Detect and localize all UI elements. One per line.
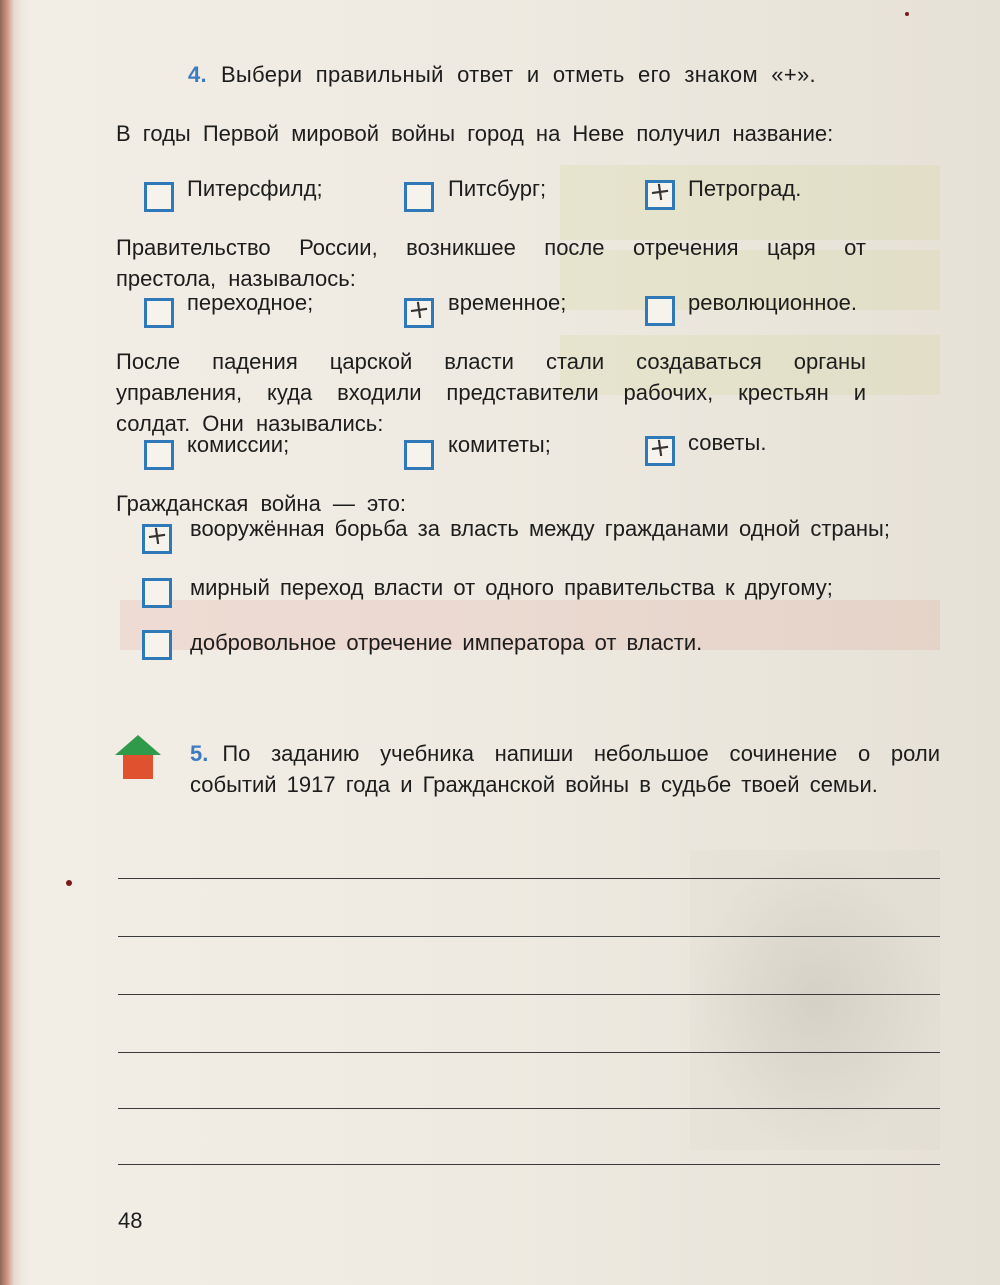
ink-speck xyxy=(905,12,909,16)
option-label: Петроград. xyxy=(688,176,802,201)
answer-line-2[interactable] xyxy=(118,936,940,937)
checkbox-q4-opt3[interactable] xyxy=(142,630,172,660)
checkbox-q2-opt1[interactable] xyxy=(144,298,174,328)
checkbox-q3-opt1[interactable] xyxy=(144,440,174,470)
checkbox-q3-opt2[interactable] xyxy=(404,440,434,470)
plus-check-mark: + xyxy=(406,293,432,327)
option-label: Питсбург; xyxy=(448,176,547,201)
option-label: революционное. xyxy=(688,290,858,315)
question-4-text: Гражданская война — это: xyxy=(116,491,406,516)
question-3-text: После падения царской власти стали создаваться органы управления, куда входили представители рабочих, крестьян и солдат. Они назывались: xyxy=(116,349,866,436)
page-number: 48 xyxy=(118,1208,143,1233)
task-5-instruction: По заданию учебника напиши небольшое сочинение о роли событий 1917 года и Гражданской войны в судьбе твоей семьи. xyxy=(190,741,940,797)
checkbox-q1-opt3[interactable] xyxy=(645,175,675,210)
page-spine xyxy=(0,0,22,1285)
show-through-photo xyxy=(690,850,940,1150)
option-label: вооружённая борьба за власть между гражданами одной страны; xyxy=(190,516,890,541)
checkbox-q1-opt2[interactable] xyxy=(404,182,434,212)
home-assignment-icon xyxy=(114,735,162,779)
option-label: советы. xyxy=(688,430,767,455)
option-label: переходное; xyxy=(187,290,314,315)
answer-line-4[interactable] xyxy=(118,1052,940,1053)
task-4-heading xyxy=(188,62,816,88)
checkbox-q2-opt3[interactable] xyxy=(645,296,675,326)
answer-line-1[interactable] xyxy=(118,878,940,879)
checkbox-q1-opt1[interactable] xyxy=(144,182,174,212)
plus-check-mark: + xyxy=(647,431,673,465)
answer-line-3[interactable] xyxy=(118,994,940,995)
option-label: добровольное отречение императора от власти. xyxy=(190,630,703,655)
option-label: комитеты; xyxy=(448,432,551,457)
task-4-instruction: Выбери правильный ответ и отметь его знаком «+». xyxy=(220,62,816,87)
task-4-number: 4. xyxy=(188,62,207,87)
answer-line-6[interactable] xyxy=(118,1164,940,1165)
checkbox-q3-opt3[interactable] xyxy=(645,431,675,466)
question-1-text: В годы Первой мировой войны город на Неве получил название: xyxy=(116,121,834,146)
option-label: Питерсфилд; xyxy=(187,176,323,201)
option-label: комиссии; xyxy=(187,432,290,457)
answer-line-5[interactable] xyxy=(118,1108,940,1109)
checkbox-q4-opt1[interactable] xyxy=(142,519,172,554)
option-label: мирный переход власти от одного правительства к другому; xyxy=(190,575,833,600)
ink-speck xyxy=(66,880,72,886)
task-5-text xyxy=(190,738,940,800)
checkbox-q4-opt2[interactable] xyxy=(142,578,172,608)
plus-check-mark: + xyxy=(144,519,170,553)
option-label: временное; xyxy=(448,290,567,315)
plus-check-mark: + xyxy=(647,175,673,209)
question-2-text: Правительство России, возникшее после отречения царя от престола, называлось: xyxy=(116,235,866,291)
task-5-number: 5. xyxy=(190,741,209,766)
checkbox-q2-opt2[interactable] xyxy=(404,293,434,328)
